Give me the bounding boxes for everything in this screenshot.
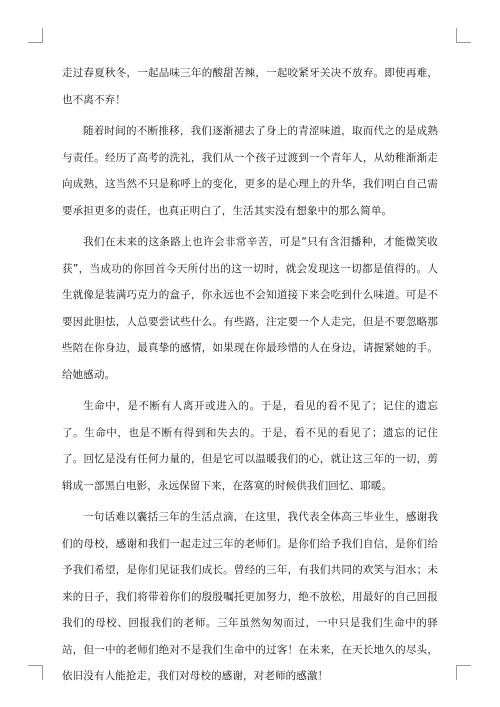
paragraph-5: 一句话难以囊括三年的生活点滴，在这里，我代表全体高三毕业生，感谢我们的母校，感谢和我们一起走过三年的老师们。是你们给予我们自信，是你们给予我们希望，是你们见证我们成长。曾经的三年，有我们共同的欢笑与泪水；未来的日子，我们将带着你们的殷殷嘱托更加努力，绝不放松，用最好的自己回报我们的母校、回报我们的老师。三年虽然匆匆而过，一中只是我们生命中的驿站，但一中的老师们绝对不是我们生命中的过客！在未来，在天长地久的尽头，依旧没有人能抢走，我们对母校的感谢，对老师的感激！ [62, 511, 438, 682]
corner-mark-top-right [456, 28, 471, 43]
document-body [62, 60, 438, 695]
paragraph-3: 我们在未来的这条路上也许会非常辛苦，可是“只有含泪播种，才能微笑收获”，当成功的你回首今天所付出的这一切时，就会发现这一切都是值得的。人生就像是装满巧克力的盒子，你永远也不会知道接下来会吃到什么味道。可是不要因此胆怯，人总要尝试些什么。有些路，注定要一个人走完，但是不要忽略那些陪在你身边，最真挚的感情，如果现在你最珍惜的人在身边，请握紧她的手。给她感动。 [62, 236, 438, 381]
paragraph-1: 走过春夏秋冬，一起品味三年的酸甜苦辣，一起咬紧牙关决不放弃。即使再难，也不离不弃！ [62, 67, 438, 106]
corner-mark-top-left [28, 28, 43, 43]
corner-mark-bottom-left [28, 665, 43, 680]
paragraph-4: 生命中，是不断有人离开或进入的。于是，看见的看不见了；记住的遗忘了。生命中，也是不断有得到和失去的。于是，看不见的看见了；遗忘的记住了。回忆是没有任何力量的，但是它可以温暖我们的心，就让这三年的一切，剪辑成一部黑白电影，永远保留下来，在落寞的时候供我们回忆、耶暖。 [62, 400, 438, 492]
paragraph-2: 随着时间的不断推移，我们逐渐褪去了身上的青涩味道，取而代之的是成熟与责任。经历了高考的洗礼，我们从一个孩子过渡到一个青年人，从幼稚渐渐走向成熟，这当然不只是称呼上的变化，更多的是心理上的升华，我们明白自己需要承担更多的责任，也真正明白了，生活其实没有想象中的那么简单。 [62, 125, 438, 217]
corner-mark-bottom-right [456, 665, 471, 680]
